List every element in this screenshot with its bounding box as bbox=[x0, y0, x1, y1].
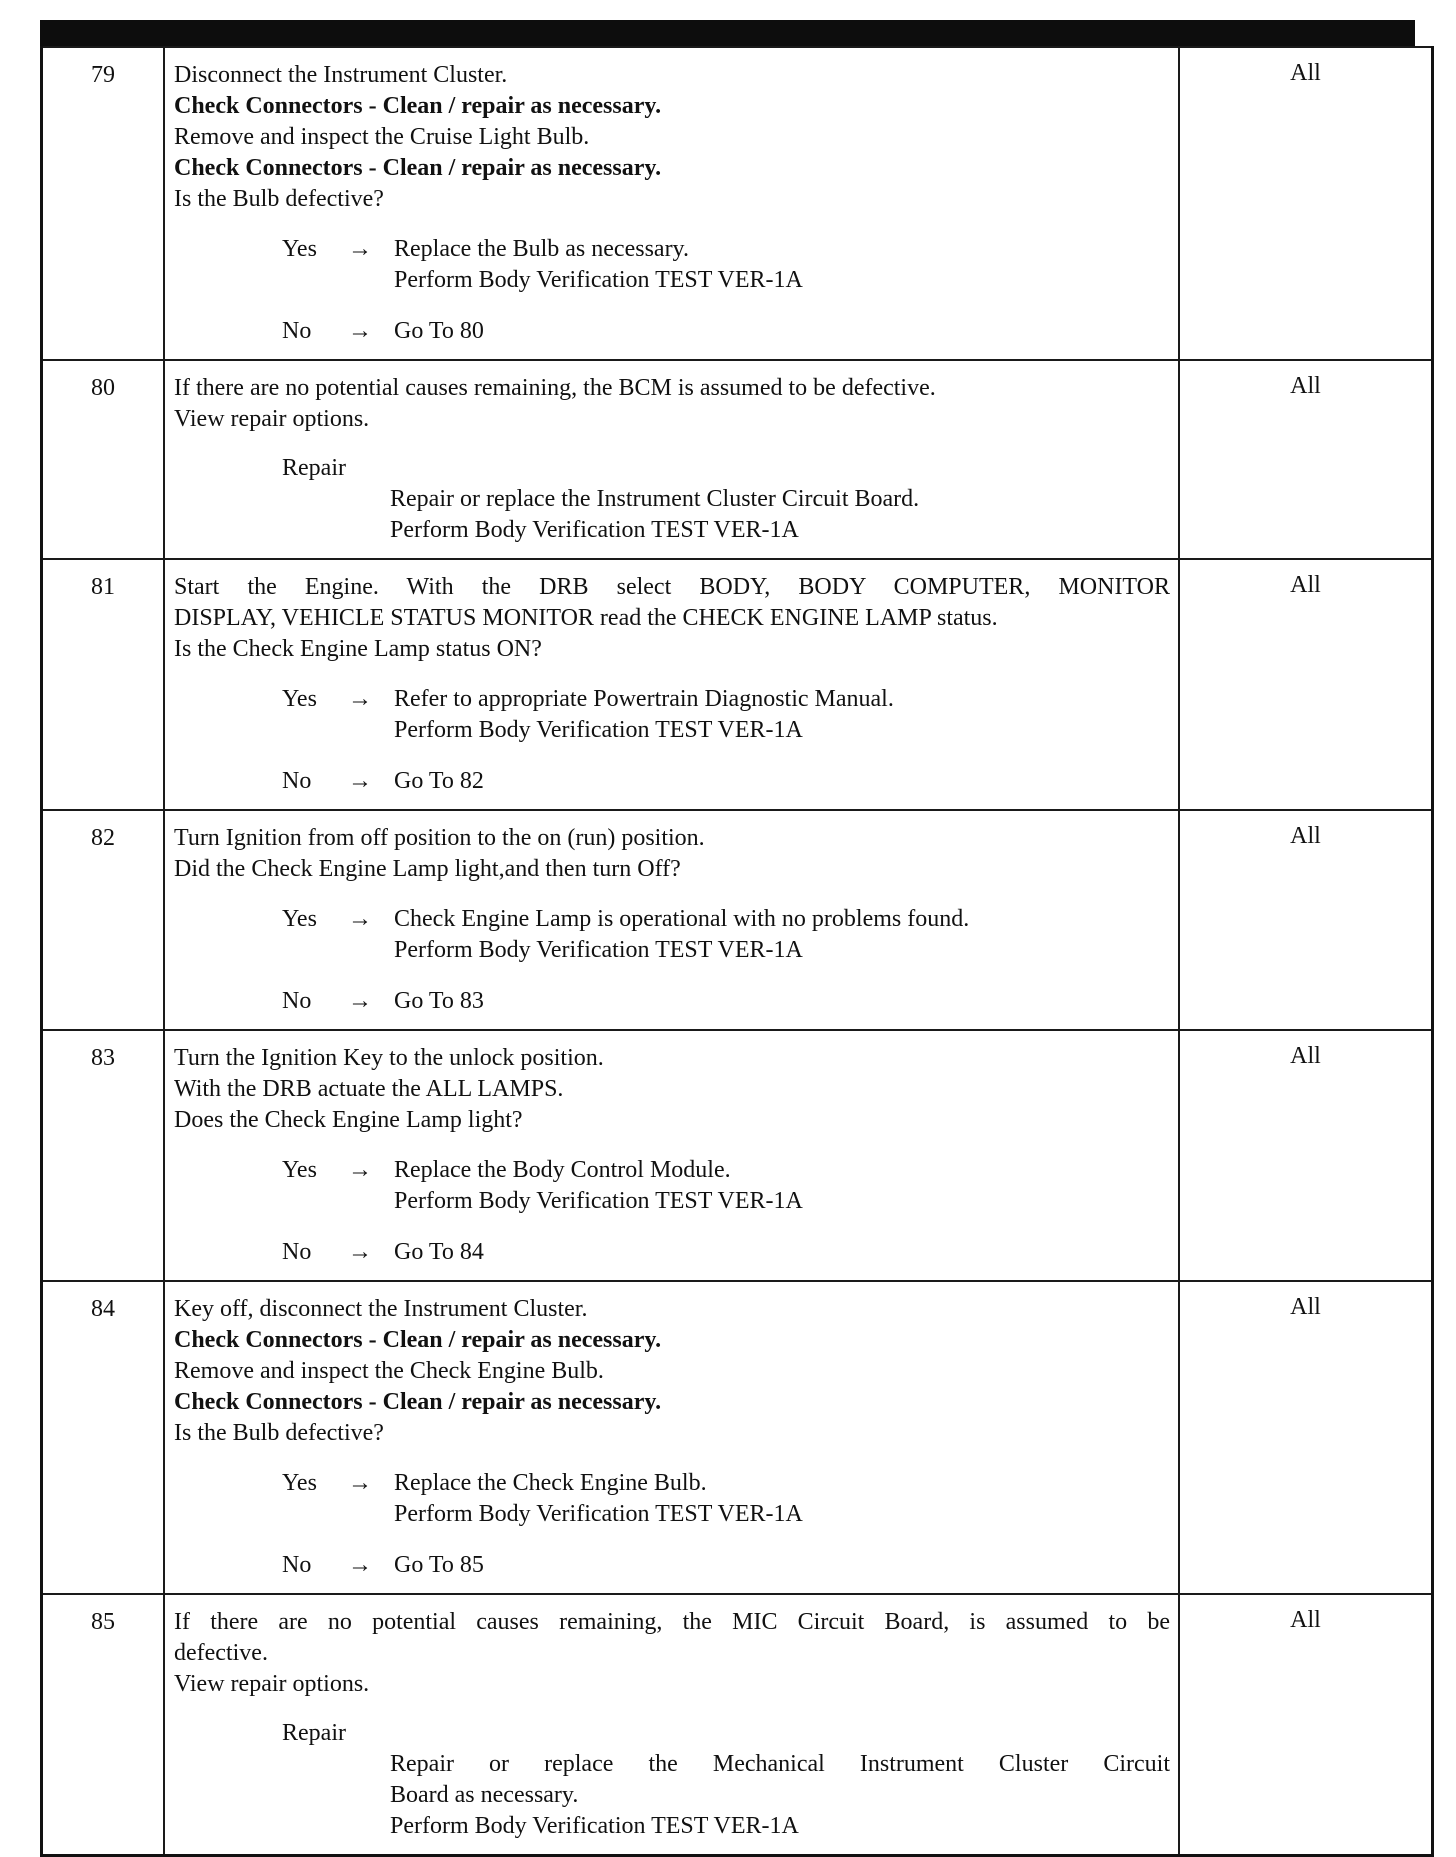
instruction-line: Is the Bulb defective? bbox=[174, 1420, 384, 1446]
instruction-line: Check Connectors - Clean / repair as necessary. bbox=[174, 155, 662, 181]
instruction-line: Key off, disconnect the Instrument Cluster. bbox=[174, 1296, 588, 1322]
repair-action-line: Board as necessary. bbox=[390, 1782, 579, 1808]
no-action: Go To 83 bbox=[394, 988, 484, 1014]
instruction-line: Start the Engine. With the DRB select BODY, BODY COMPUTER, MONITOR bbox=[174, 574, 1170, 600]
step-number: 80 bbox=[42, 360, 165, 559]
instruction-line: View repair options. bbox=[174, 1671, 370, 1697]
repair-action-line: Perform Body Verification TEST VER-1A bbox=[390, 1813, 799, 1839]
spacer bbox=[174, 746, 1170, 766]
instruction-line: Is the Check Engine Lamp status ON? bbox=[174, 636, 542, 662]
yes-answer bbox=[282, 904, 1170, 966]
table-row bbox=[42, 1030, 1433, 1281]
instruction-line: Check Connectors - Clean / repair as necessary. bbox=[174, 1389, 662, 1415]
instruction-line: Did the Check Engine Lamp light,and then turn Off? bbox=[174, 856, 681, 882]
no-label: No bbox=[282, 1552, 312, 1578]
yes-action-line: Perform Body Verification TEST VER-1A bbox=[394, 937, 803, 963]
arrow-icon: → bbox=[348, 686, 372, 712]
instruction-line: Check Connectors - Clean / repair as necessary. bbox=[174, 93, 662, 119]
applies-to: All bbox=[1179, 1281, 1433, 1594]
no-label: No bbox=[282, 318, 312, 344]
arrow-icon: → bbox=[348, 1239, 372, 1265]
repair-label: Repair bbox=[282, 455, 346, 481]
spacer bbox=[174, 1530, 1170, 1550]
applies-to: All bbox=[1179, 1030, 1433, 1281]
spacer bbox=[174, 1449, 1170, 1468]
spacer bbox=[174, 966, 1170, 986]
applies-to: All bbox=[1179, 810, 1433, 1030]
instruction-line: Check Connectors - Clean / repair as necessary. bbox=[174, 1327, 662, 1353]
repair-action bbox=[390, 484, 1170, 546]
applies-to: All bbox=[1179, 360, 1433, 559]
yes-label: Yes bbox=[282, 686, 317, 712]
no-label: No bbox=[282, 768, 312, 794]
no-answer bbox=[282, 766, 1170, 797]
step-number: 82 bbox=[42, 810, 165, 1030]
spacer bbox=[174, 885, 1170, 904]
instruction-line: If there are no potential causes remaining, the MIC Circuit Board, is assumed to be bbox=[174, 1609, 1170, 1635]
applies-to: All bbox=[1179, 1594, 1433, 1856]
repair-action-line: Repair or replace the Mechanical Instrument Cluster Circuit bbox=[390, 1751, 1170, 1777]
step-instructions bbox=[164, 47, 1179, 360]
instruction-line: If there are no potential causes remaining, the BCM is assumed to be defective. bbox=[174, 375, 936, 401]
repair-label: Repair bbox=[282, 1720, 346, 1746]
instruction-line: With the DRB actuate the ALL LAMPS. bbox=[174, 1076, 564, 1102]
no-action: Go To 84 bbox=[394, 1239, 484, 1265]
spacer bbox=[174, 215, 1170, 234]
step-instructions bbox=[164, 1594, 1179, 1856]
instruction-line: DISPLAY, VEHICLE STATUS MONITOR read the CHECK ENGINE LAMP status. bbox=[174, 605, 998, 631]
yes-answer bbox=[282, 234, 1170, 296]
arrow-icon: → bbox=[348, 1552, 372, 1578]
table-row bbox=[42, 810, 1433, 1030]
yes-action-line: Replace the Body Control Module. bbox=[394, 1157, 731, 1183]
table-row bbox=[42, 1281, 1433, 1594]
arrow-icon: → bbox=[348, 318, 372, 344]
step-number: 79 bbox=[42, 47, 165, 360]
applies-to: All bbox=[1179, 47, 1433, 360]
arrow-icon: → bbox=[348, 906, 372, 932]
instruction-line: Is the Bulb defective? bbox=[174, 186, 384, 212]
applies-to: All bbox=[1179, 559, 1433, 810]
instruction-line: Disconnect the Instrument Cluster. bbox=[174, 62, 508, 88]
yes-action-line: Perform Body Verification TEST VER-1A bbox=[394, 267, 803, 293]
no-action: Go To 85 bbox=[394, 1552, 484, 1578]
yes-action-line: Perform Body Verification TEST VER-1A bbox=[394, 1188, 803, 1214]
step-instructions bbox=[164, 360, 1179, 559]
table-row bbox=[42, 1594, 1433, 1856]
yes-action bbox=[394, 684, 1170, 746]
table-row bbox=[42, 559, 1433, 810]
yes-answer bbox=[282, 1155, 1170, 1217]
instruction-line: Remove and inspect the Check Engine Bulb. bbox=[174, 1358, 604, 1384]
yes-answer bbox=[282, 1468, 1170, 1530]
no-action: Go To 82 bbox=[394, 768, 484, 794]
table-header-bar bbox=[40, 20, 1415, 46]
no-answer bbox=[282, 1550, 1170, 1581]
instruction-line: Turn Ignition from off position to the on (run) position. bbox=[174, 825, 705, 851]
repair-action-line: Perform Body Verification TEST VER-1A bbox=[390, 517, 799, 543]
spacer bbox=[174, 1217, 1170, 1237]
yes-action bbox=[394, 1468, 1170, 1530]
arrow-icon: → bbox=[348, 236, 372, 262]
yes-action-line: Replace the Bulb as necessary. bbox=[394, 236, 689, 262]
step-number: 83 bbox=[42, 1030, 165, 1281]
yes-action-line: Check Engine Lamp is operational with no problems found. bbox=[394, 906, 970, 932]
instruction-line: Does the Check Engine Lamp light? bbox=[174, 1107, 523, 1133]
spacer bbox=[174, 1136, 1170, 1155]
yes-action-line: Perform Body Verification TEST VER-1A bbox=[394, 717, 803, 743]
step-instructions bbox=[164, 1030, 1179, 1281]
no-answer bbox=[282, 1237, 1170, 1268]
arrow-icon: → bbox=[348, 768, 372, 794]
no-answer bbox=[282, 316, 1170, 347]
repair-action bbox=[390, 1749, 1170, 1842]
diagnostic-sheet bbox=[40, 20, 1415, 1857]
no-label: No bbox=[282, 988, 312, 1014]
yes-action-line: Replace the Check Engine Bulb. bbox=[394, 1470, 707, 1496]
arrow-icon: → bbox=[348, 1157, 372, 1183]
step-number: 84 bbox=[42, 1281, 165, 1594]
yes-label: Yes bbox=[282, 236, 317, 262]
arrow-icon: → bbox=[348, 988, 372, 1014]
step-instructions bbox=[164, 1281, 1179, 1594]
spacer bbox=[174, 665, 1170, 684]
repair-action-line: Repair or replace the Instrument Cluster Circuit Board. bbox=[390, 486, 920, 512]
table-row bbox=[42, 360, 1433, 559]
instruction-line: Remove and inspect the Cruise Light Bulb. bbox=[174, 124, 590, 150]
table-body bbox=[42, 47, 1433, 1856]
yes-label: Yes bbox=[282, 1470, 317, 1496]
yes-action bbox=[394, 1155, 1170, 1217]
yes-label: Yes bbox=[282, 906, 317, 932]
yes-action bbox=[394, 234, 1170, 296]
table-row bbox=[42, 47, 1433, 360]
step-number: 81 bbox=[42, 559, 165, 810]
yes-answer bbox=[282, 684, 1170, 746]
instruction-line: Turn the Ignition Key to the unlock position. bbox=[174, 1045, 604, 1071]
spacer bbox=[174, 296, 1170, 316]
step-instructions bbox=[164, 810, 1179, 1030]
yes-action-line: Perform Body Verification TEST VER-1A bbox=[394, 1501, 803, 1527]
instruction-line: defective. bbox=[174, 1640, 268, 1666]
yes-action-line: Refer to appropriate Powertrain Diagnostic Manual. bbox=[394, 686, 894, 712]
diagnostic-table bbox=[40, 46, 1434, 1857]
arrow-icon: → bbox=[348, 1470, 372, 1496]
no-answer bbox=[282, 986, 1170, 1017]
step-instructions bbox=[164, 559, 1179, 810]
no-label: No bbox=[282, 1239, 312, 1265]
step-number: 85 bbox=[42, 1594, 165, 1856]
instruction-line: View repair options. bbox=[174, 406, 370, 432]
no-action: Go To 80 bbox=[394, 318, 484, 344]
yes-label: Yes bbox=[282, 1157, 317, 1183]
yes-action bbox=[394, 904, 1170, 966]
